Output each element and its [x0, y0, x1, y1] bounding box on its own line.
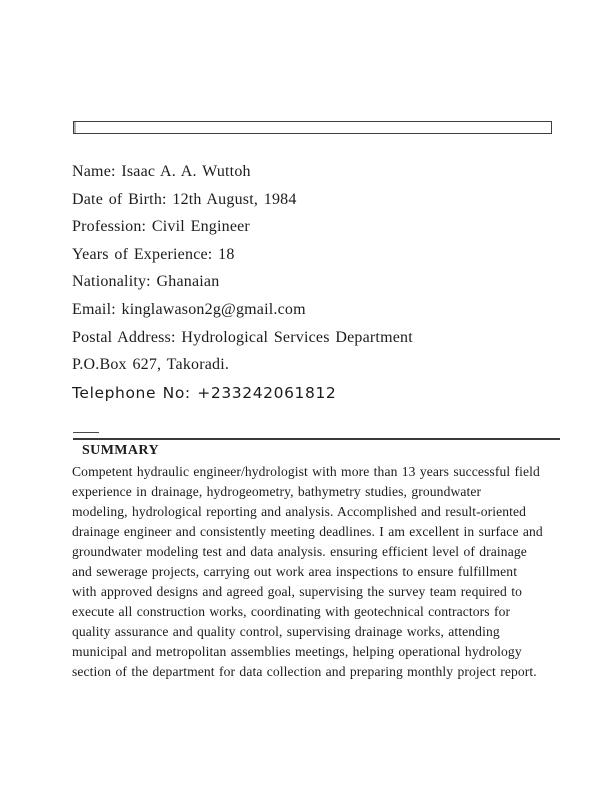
- summary-line: modeling, hydrological reporting and analysis. Accomplished and result-oriented: [72, 504, 527, 519]
- summary-line: experience in drainage, hydrogeometry, bathymetry studies, groundwater: [72, 484, 482, 499]
- info-line-experience: Years of Experience: 18: [72, 245, 235, 263]
- info-line-po-box: P.O.Box 627, Takoradi.: [72, 356, 230, 374]
- summary-line: execute all construction works, coordinating with geotechnical contractors for: [72, 604, 511, 619]
- summary-line: with approved designs and agreed goal, supervising the survey team required to: [72, 584, 522, 599]
- summary-line: municipal and metropolitan assemblies meetings, helping operational hydrology: [72, 644, 522, 659]
- summary-line: drainage engineer and consistently meeting deadlines. I am excellent in surface and: [72, 524, 543, 539]
- info-line-nationality: Nationality: Ghanaian: [72, 273, 220, 291]
- info-line-profession: Profession: Civil Engineer: [72, 218, 250, 236]
- summary-line: Competent hydraulic engineer/hydrologist with more than 13 years successful field: [72, 464, 540, 479]
- empty-text-field: [73, 121, 552, 134]
- info-line-date-of-birth: Date of Birth: 12th August, 1984: [72, 190, 297, 208]
- info-line-name: Name: Isaac A. A. Wuttoh: [72, 163, 251, 180]
- personal-info-block: [72, 158, 413, 407]
- summary-line: and sewerage projects, carrying out work area inspections to ensure fulfillment: [72, 564, 518, 579]
- summary-divider-short: [73, 432, 99, 433]
- info-line-email: Email: kinglawason2g@gmail.com: [72, 300, 306, 318]
- summary-heading: SUMMARY: [82, 443, 159, 458]
- info-line-telephone: Telephone No: +233242061812: [72, 383, 337, 402]
- summary-divider: [73, 438, 560, 440]
- summary-paragraph: [72, 462, 554, 682]
- summary-line: groundwater modeling test and data analysis. ensuring efficient level of drainage: [72, 544, 527, 559]
- summary-line: section of the department for data collection and preparing monthly project report.: [72, 664, 537, 679]
- summary-line: quality assurance and quality control, supervising drainage works, attending: [72, 624, 500, 639]
- info-line-postal-address: Postal Address: Hydrological Services Department: [72, 328, 413, 346]
